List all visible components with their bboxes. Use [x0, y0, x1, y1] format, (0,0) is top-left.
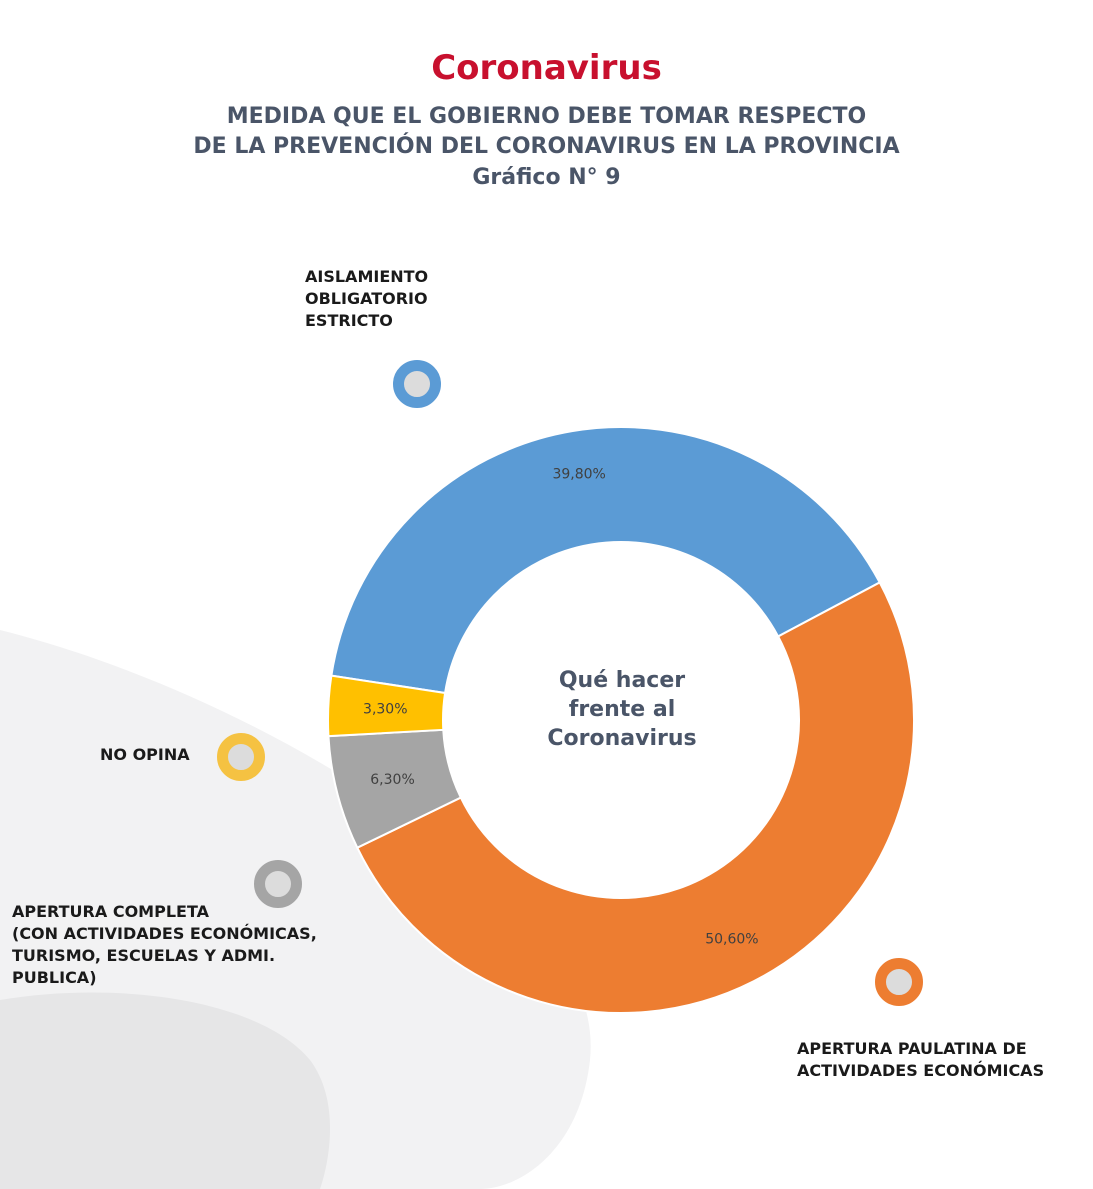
slice-label-no-opina: 3,30% — [363, 701, 408, 718]
center-label-line3: Coronavirus — [547, 726, 697, 751]
chart-number: Gráfico N° 9 — [472, 165, 621, 190]
slice-label-apertura-completa: 6,30% — [370, 772, 415, 789]
legend-label-apertura-completa: APERTURA COMPLETA (CON ACTIVIDADES ECONÓMICAS, TURISMO, ESCUELAS Y ADMI. PUBLICA) — [12, 902, 317, 987]
legend-label-apertura-paulatina: APERTURA PAULATINA DE ACTIVIDADES ECONÓMICAS — [797, 1039, 1045, 1080]
slice-label-aislamiento: 39,80% — [552, 466, 606, 483]
legend-label-aislamiento: AISLAMIENTO OBLIGATORIO ESTRICTO — [305, 267, 429, 330]
center-label-line2: frente al — [568, 697, 676, 722]
legend-label-no-opina: NO OPINA — [100, 745, 190, 764]
legend-marker-apertura-paulatina — [875, 958, 923, 1006]
slice-label-apertura-paulatina: 50,60% — [705, 931, 759, 948]
chart-subtitle-line1: MEDIDA QUE EL GOBIERNO DEBE TOMAR RESPECTO — [226, 104, 867, 129]
legend-marker-no-opina — [217, 733, 265, 781]
chart-title: Coronavirus — [431, 48, 662, 88]
center-label-line1: Qué hacer — [558, 668, 686, 693]
chart-subtitle-line2: DE LA PREVENCIÓN DEL CORONAVIRUS EN LA PROVINCIA — [193, 134, 900, 159]
donut-center-label — [507, 666, 737, 753]
legend-marker-aislamiento — [393, 360, 441, 408]
